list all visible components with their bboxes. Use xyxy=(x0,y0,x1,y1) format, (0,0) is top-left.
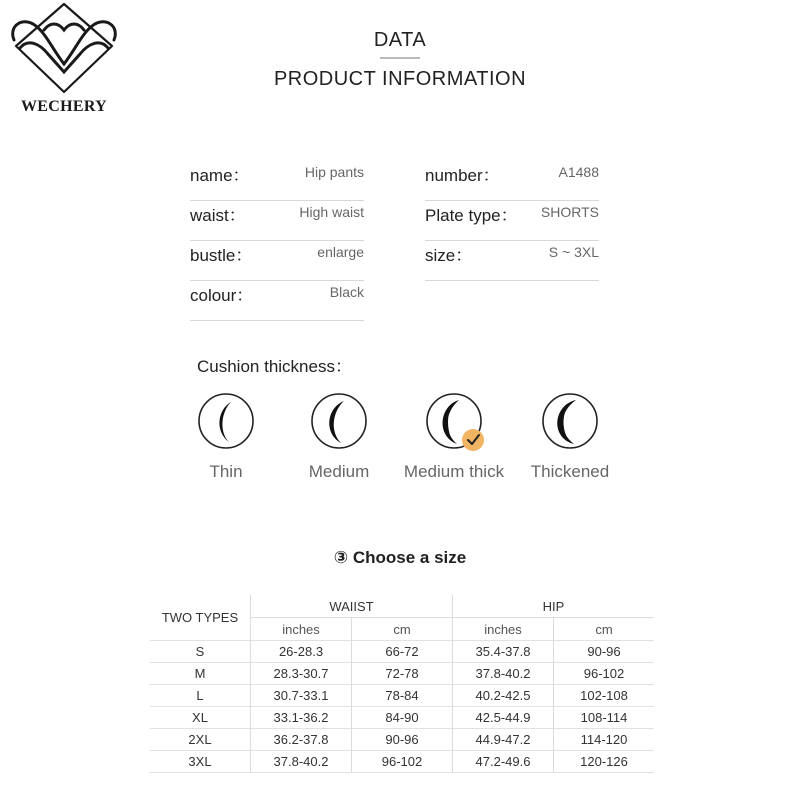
info-colour xyxy=(190,280,364,321)
info-name xyxy=(190,160,364,201)
measurement-cell: 36.2-37.8 xyxy=(251,729,352,751)
medium-pad-icon xyxy=(310,392,368,450)
info-value: A1488 xyxy=(558,164,599,180)
measurement-cell: 26-28.3 xyxy=(251,641,352,663)
unit-header: inches xyxy=(453,618,554,641)
info-number xyxy=(425,160,599,201)
info-size xyxy=(425,240,599,281)
selected-badge xyxy=(462,429,484,451)
info-value: High waist xyxy=(299,204,364,220)
waist-group-header: WAIIST xyxy=(251,595,453,618)
section-title: DATA xyxy=(373,29,427,51)
measurement-cell: 102-108 xyxy=(554,685,655,707)
unit-header: cm xyxy=(554,618,655,641)
cushion-label: Thickened xyxy=(530,462,610,481)
info-bustle xyxy=(190,240,364,281)
info-label: colour： xyxy=(190,286,254,305)
info-value: enlarge xyxy=(317,244,364,260)
measurement-cell: 47.2-49.6 xyxy=(453,751,554,773)
size-table xyxy=(150,595,654,773)
measurement-cell: 108-114 xyxy=(554,707,655,729)
cushion-option-thickened xyxy=(510,392,630,492)
brand-logo xyxy=(4,0,124,125)
thickened-pad-icon xyxy=(541,392,599,450)
measurement-cell: 33.1-36.2 xyxy=(251,707,352,729)
measurement-cell: 84-90 xyxy=(352,707,453,729)
size-label-cell: 2XL xyxy=(150,729,251,751)
table-row xyxy=(150,641,654,663)
cushion-label: Medium thick xyxy=(403,462,505,481)
measurement-cell: 96-102 xyxy=(352,751,453,773)
measurement-cell: 114-120 xyxy=(554,729,655,751)
measurement-cell: 44.9-47.2 xyxy=(453,729,554,751)
size-label-cell: 3XL xyxy=(150,751,251,773)
measurement-cell: 37.8-40.2 xyxy=(251,751,352,773)
info-value: Hip pants xyxy=(304,164,364,180)
medium-thick-pad-icon xyxy=(425,392,487,454)
measurement-cell: 66-72 xyxy=(352,641,453,663)
measurement-cell: 37.8-40.2 xyxy=(453,663,554,685)
info-label: Plate type： xyxy=(425,206,518,225)
info-value: Black xyxy=(329,284,364,300)
measurement-cell: 90-96 xyxy=(554,641,655,663)
info-value: SHORTS xyxy=(540,204,599,220)
measurement-cell: 72-78 xyxy=(352,663,453,685)
cushion-label: Medium xyxy=(308,462,370,481)
measurement-cell: 120-126 xyxy=(554,751,655,773)
table-row xyxy=(150,751,654,773)
size-section-title: ③ Choose a size xyxy=(333,548,467,567)
info-label: waist： xyxy=(190,206,246,225)
measurement-cell: 35.4-37.8 xyxy=(453,641,554,663)
size-label-cell: M xyxy=(150,663,251,685)
info-value: S ~ 3XL xyxy=(548,244,599,260)
cushion-option-medium-thick[interactable] xyxy=(394,392,514,492)
cushion-title: Cushion thickness： xyxy=(197,357,352,376)
brand-name: WECHERY xyxy=(21,98,107,115)
size-label-cell: S xyxy=(150,641,251,663)
size-label-cell: XL xyxy=(150,707,251,729)
cushion-option-thin xyxy=(166,392,286,492)
measurement-cell: 78-84 xyxy=(352,685,453,707)
table-row xyxy=(150,685,654,707)
table-row xyxy=(150,707,654,729)
size-label-cell: L xyxy=(150,685,251,707)
info-label: name： xyxy=(190,166,250,185)
measurement-cell: 90-96 xyxy=(352,729,453,751)
table-header-row xyxy=(150,595,654,618)
thin-pad-icon xyxy=(197,392,255,450)
info-label: number： xyxy=(425,166,500,185)
info-label: size： xyxy=(425,246,473,265)
measurement-cell: 30.7-33.1 xyxy=(251,685,352,707)
info-plate-type xyxy=(425,200,599,241)
measurement-cell: 42.5-44.9 xyxy=(453,707,554,729)
measurement-cell: 28.3-30.7 xyxy=(251,663,352,685)
cushion-option-medium xyxy=(279,392,399,492)
info-waist xyxy=(190,200,364,241)
measurement-cell: 40.2-42.5 xyxy=(453,685,554,707)
unit-header: inches xyxy=(251,618,352,641)
table-row xyxy=(150,729,654,751)
section-subtitle: PRODUCT INFORMATION xyxy=(273,68,527,90)
measurement-cell: 96-102 xyxy=(554,663,655,685)
cushion-label: Thin xyxy=(209,462,243,481)
size-table-body xyxy=(150,641,654,773)
hip-group-header: HIP xyxy=(453,595,655,618)
info-label: bustle： xyxy=(190,246,253,265)
unit-header: cm xyxy=(352,618,453,641)
table-corner-cell: TWO TYPES xyxy=(161,610,239,625)
title-underline xyxy=(380,57,420,59)
table-row xyxy=(150,663,654,685)
